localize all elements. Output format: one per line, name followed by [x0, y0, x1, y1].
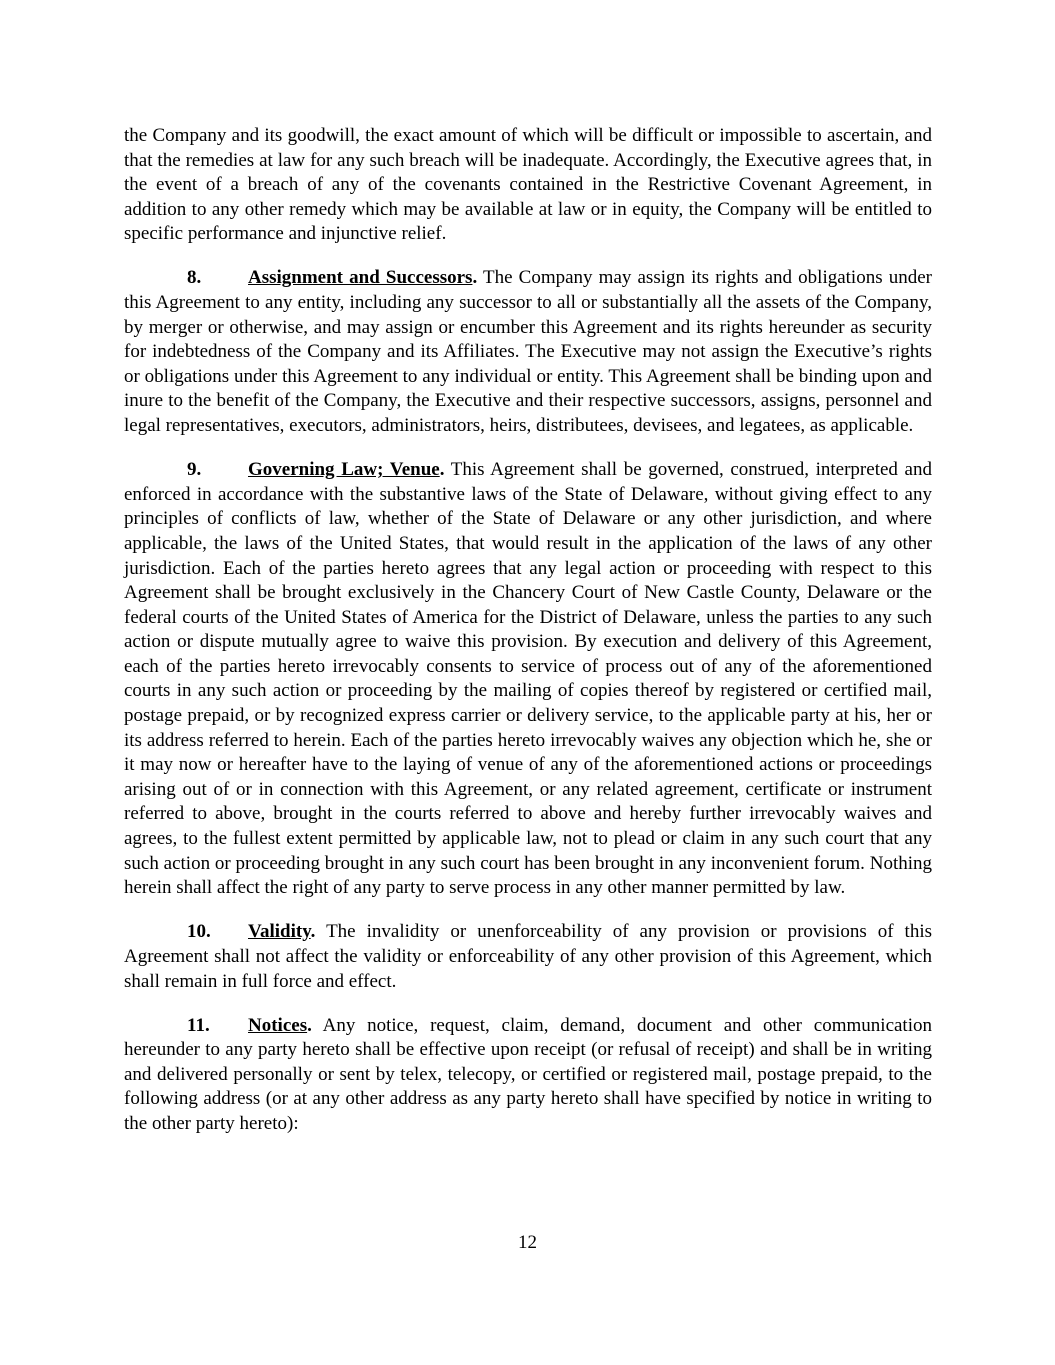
section-number: 9.: [187, 459, 202, 481]
section-heading: Notices: [248, 1014, 308, 1036]
section-10: 10. Validity. The invalidity or unenforceability of any provision or provisions of this Agreement shall not affect the validity or enforceability of any other provision of this Agreement, which shall remain in full force and effect.: [124, 921, 932, 992]
section-11: 11. Notices. Any notice, request, claim, demand, document and other communication hereunder to any party hereto shall be effective upon receipt (or refusal of receipt) and shall be in writing and delivered personally or sent by telex, telecopy, or certified or registered mail, postage prepaid, to the following address (or at any other address as any party hereto shall have specified by notice in writing to the other party hereto):: [124, 1014, 932, 1134]
document-page: [124, 124, 932, 1156]
section-8: 8. Assignment and Successors. The Company may assign its rights and obligations under this Agreement to any entity, including any successor to all or substantially all the assets of the Company, by merger or otherwise, and may assign or encumber this Agreement and its rights hereunder as security for indebtedness of the Company and its Affiliates. The Executive may not assign the Executive’s rights or obligations under this Agreement to any individual or entity. This Agreement shall be binding upon and inure to the benefit of the Company, the Executive and their respective successors, assigns, personnel and legal representatives, executors, administrators, heirs, distributees, devisees, and legatees, as applicable.: [124, 267, 932, 437]
section-heading: Assignment and Successors: [248, 267, 473, 289]
section-heading: Validity: [248, 921, 311, 943]
section-body: This Agreement shall be governed, construed, interpreted and enforced in accordance with the substantive laws of the State of Delaware, without giving effect to any principles of conflicts of law, whether of the State of Delaware or any other jurisdiction, and where applicable, the laws of the United States, that would result in the application of the laws of any other jurisdiction. Each of the parties hereto agrees that any legal action or proceeding with respect to this Agreement shall be brought exclusively in the Chancery Court of New Castle County, Delaware or the federal courts of the United States of America for the District of Delaware, unless the parties to any such action or dispute mutually agree to waive this provision. By execution and delivery of this Agreement, each of the parties hereto irrevocably consents to service of process out of any of the aforementioned courts in any such action or proceeding by the mailing of copies thereof by registered or certified mail, postage prepaid, or by recognized express carrier or delivery service, to the applicable party at his, her or its address referred to herein. Each of the parties hereto irrevocably waives any objection which he, she or it may now or hereafter have to the laying of venue of any of the aforementioned actions or proceedings arising out of or in connection with this Agreement, or any related agreement, certificate or instrument referred to above, brought in the courts referred to above and hereby further irrevocably waives and agrees, to the fullest extent permitted by applicable law, not to plead or claim in any such court that any such action or proceeding brought in any such court has been brought in any inconvenient forum. Nothing herein shall affect the right of any party to serve process in any other manner permitted by law.: [124, 459, 932, 899]
section-heading: Governing Law; Venue: [248, 459, 440, 481]
section-number: 10.: [187, 921, 211, 943]
section-number: 11.: [187, 1014, 210, 1036]
continuation-paragraph: the Company and its goodwill, the exact amount of which will be difficult or impossible to ascertain, and that the remedies at law for any such breach will be inadequate. Accordingly, the Executive agrees that, in the event of a breach of any of the covenants contained in the Restrictive Covenant Agreement, in addition to any other remedy which may be available at law or in equity, the Company will be entitled to specific performance and injunctive relief.: [124, 125, 932, 245]
section-number: 8.: [187, 267, 202, 289]
page-number: 12: [518, 1232, 537, 1253]
section-body: The Company may assign its rights and obligations under this Agreement to any entity, including any successor to all or substantially all the assets of the Company, by merger or otherwise, and may assign or encumber this Agreement and its rights hereunder as security for indebtedness of the Company and its Affiliates. The Executive may not assign the Executive’s rights or obligations under this Agreement to any individual or entity. This Agreement shall be binding upon and inure to the benefit of the Company, the Executive and their respective successors, assigns, personnel and legal representatives, executors, administrators, heirs, distributees, devisees, and legatees, as applicable.: [124, 267, 932, 437]
section-body: The invalidity or unenforceability of any provision or provisions of this Agreement shall not affect the validity or enforceability of any other provision of this Agreement, which shall remain in full force and effect.: [124, 921, 932, 992]
section-body: Any notice, request, claim, demand, document and other communication hereunder to any party hereto shall be effective upon receipt (or refusal of receipt) and shall be in writing and delivered personally or sent by telex, telecopy, or certified or registered mail, postage prepaid, to the following address (or at any other address as any party hereto shall have specified by notice in writing to the other party hereto):: [124, 1014, 932, 1134]
section-9: 9. Governing Law; Venue. This Agreement shall be governed, construed, interpreted and enforced in accordance with the substantive laws of the State of Delaware, without giving effect to any principles of conflicts of law, whether of the State of Delaware or any other jurisdiction, and where applicable, the laws of the United States, that would result in the application of the laws of any other jurisdiction. Each of the parties hereto agrees that any legal action or proceeding with respect to this Agreement shall be brought exclusively in the Chancery Court of New Castle County, Delaware or the federal courts of the United States of America for the District of Delaware, unless the parties to any such action or dispute mutually agree to waive this provision. By execution and delivery of this Agreement, each of the parties hereto irrevocably consents to service of process out of any of the aforementioned courts in any such action or proceeding by the mailing of copies thereof by registered or certified mail, postage prepaid, or by recognized express carrier or delivery service, to the applicable party at his, her or its address referred to herein. Each of the parties hereto irrevocably waives any objection which he, she or it may now or hereafter have to the laying of venue of any of the aforementioned actions or proceedings arising out of or in connection with this Agreement, or any related agreement, certificate or instrument referred to above, brought in the courts referred to above and hereby further irrevocably waives and agrees, to the fullest extent permitted by applicable law, not to plead or claim in any such court that any such action or proceeding brought in any such court has been brought in any inconvenient forum. Nothing herein shall affect the right of any party to serve process in any other manner permitted by law.: [124, 459, 932, 899]
